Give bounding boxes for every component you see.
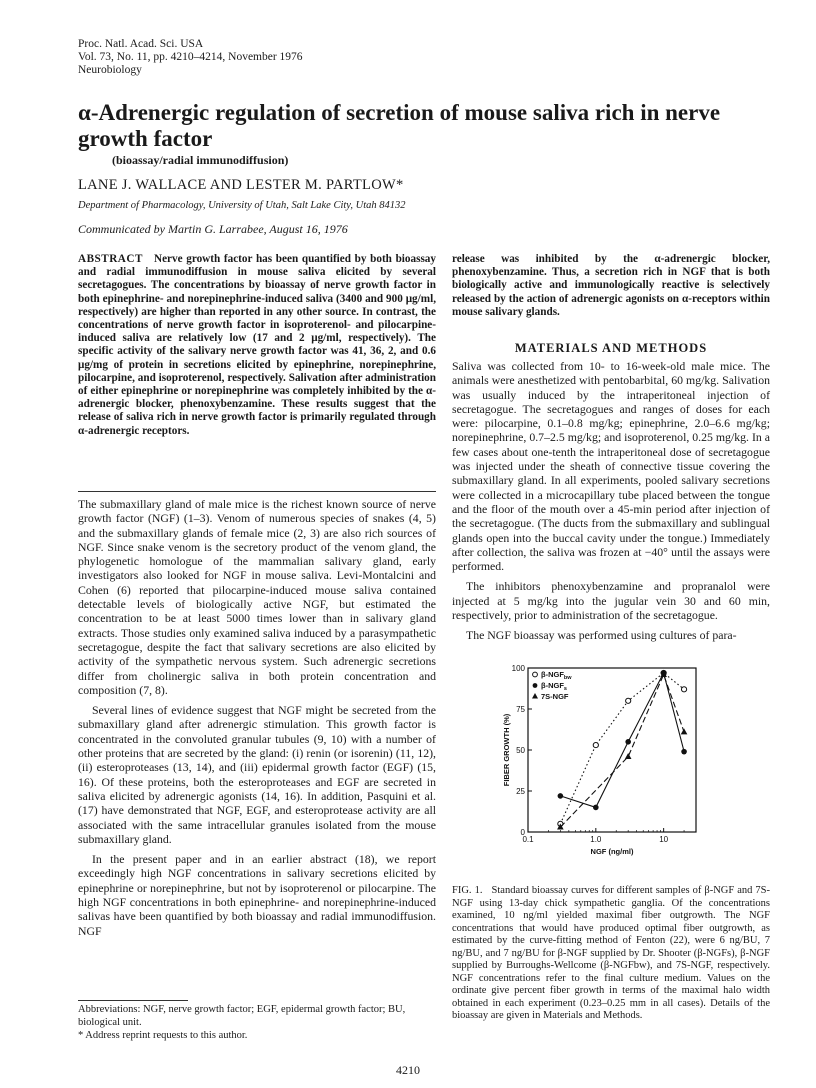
series-line--ngfbw (560, 673, 684, 824)
y-tick-label: 25 (516, 787, 525, 796)
methods-paragraph-1: Saliva was collected from 10- to 16-week-old male mice. The animals were anesthetized with pentobarbital, 60 mg/kg. Salivation was usually induced by the intraperitoneal injection of secretagogue. The secretagogues and ranges of doses for each were: pilocarpine, 0.1–0.8 mg/kg; epinephrine, 2.0–6.6 mg/kg; norepinephrine, 0.7–2.5 mg/kg; and isoproterenol, 0.25 mg/kg. In a few cases about one-tenth the intraperitoneal dose of secretagogue was injected under the sheath of connective tissue covering the submaxillary gland. In all experiments, pooled salivary secretions were collected in a microcapillary tube placed between the tongue and the floor of the mouth over a 45-min period after injection of the secretagogue. (The ducts from the submaxillary and sublingual glands open into the buccal cavity under the tongue.) Immediately after collection, the saliva was frozen at −40° until the assays were performed. (452, 359, 770, 574)
communicated-by: Communicated by Martin G. Larrabee, August 16, 1976 (78, 222, 348, 236)
y-tick-label: 0 (520, 828, 525, 837)
legend-label-text: 7S-NGF (541, 692, 569, 701)
y-tick-label: 75 (516, 705, 525, 714)
data-point-7s-ngf (625, 753, 632, 759)
introduction (78, 497, 436, 938)
footnote-abbreviations: Abbreviations: NGF, nerve growth factor; EGF, epidermal growth factor; BU, biological unit. (78, 1004, 406, 1028)
legend-marker--ngfbw (533, 672, 538, 677)
legend-label-subscript: bw (563, 675, 572, 681)
data-point--ngfs (558, 793, 564, 799)
keywords: (bioassay/radial immunodiffusion) (112, 153, 289, 167)
legend-label-text: β-NGF (541, 681, 564, 690)
journal-header (78, 38, 303, 77)
footnote-reprint: * Address reprint requests to this author. (78, 1030, 248, 1041)
data-point--ngfbw (681, 687, 686, 692)
article-title: α-Adrenergic regulation of secretion of mouse saliva rich in nerve growth factor (78, 100, 721, 151)
methods-paragraph-3: The NGF bioassay was performed using cultures of para- (466, 628, 737, 643)
series-line--ngfs (560, 673, 684, 808)
legend-marker-7s-ngf (532, 693, 538, 699)
section-heading-methods: MATERIALS AND METHODS (514, 341, 708, 355)
y-tick-label: 50 (516, 746, 525, 755)
series-line-7s-ngf (560, 675, 684, 828)
footnotes (78, 1004, 436, 1043)
legend-label-7s-ngf (541, 692, 569, 701)
y-axis-label: FIBER GROWTH (%) (502, 713, 511, 787)
legend-label-subscript: s (563, 686, 567, 692)
legend-label-text: β-NGF (541, 670, 564, 679)
y-tick-label: 100 (511, 664, 525, 673)
x-tick-label: 1.0 (590, 835, 602, 844)
data-point--ngfs (593, 805, 599, 811)
figure-1-caption (452, 885, 770, 1023)
intro-paragraph-2: Several lines of evidence suggest that NGF might be secreted from the submaxillary gland after adrenergic stimulation. This growth factor is concentrated in the convoluted granular tubules (9, 10) with a number of other proteins that are secreted by the gland: (i) renin (or isorenin) (11, 12), (ii) esteroproteases (13, 14), and (iii) epidermal growth factor (EGF) (15, 16). Of these proteins, both the esteroproteases and EGF are secreted in saliva elicited by adrenergic agonists (14, 16). In addition, Pasquini et al. (17) have demonstrated that NGF, EGF, and esteroprotease activity are all associated with the same intracellular granules isolated from the mouse submaxillary gland. (78, 703, 436, 846)
legend-label--ngfs (541, 681, 567, 692)
authors: LANE J. WALLACE AND LESTER M. PARTLOW* (78, 177, 404, 193)
intro-paragraph-3: In the present paper and in an earlier abstract (18), we report exceedingly high NGF concentrations in salivary secretions elicited by epinephrine or norepinephrine, but not by isoproterenol or pilocarpine. The high NGF concentrations in both epinephrine- and norepinephrine-induced salivas have been quantified by both bioassay and radial immunodiffusion. NGF (78, 852, 436, 938)
intro-paragraph-1: The submaxillary gland of male mice is the richest known source of nerve growth factor (NGF) (1–3). Venom of numerous species of snakes (4, 5) and the submaxillary glands of female mice (2, 3) are also rich sources of NGF. Since snake venom is the secretory product of the venom gland, the phylogenetic homologue of the mammalian salivary gland, early investigators also looked for NGF in mouse saliva. Levi-Montalcini and Cohen (6) reported that pilocarpine-induced mouse saliva contained detectable levels of biologically active NGF, but estimated the concentration to be at least 5000 times lower than in salivary gland extracts. Those studies only examined saliva induced by a parasympathetic secretagogue, despite the fact that salivary secretions are also elicited by activity of the sympathetic nervous system. Such adrenergic secretions differ from cholinergic saliva in both protein concentration and composition (7, 8). (78, 497, 436, 697)
x-tick-label: 0.1 (522, 835, 534, 844)
abstract-text: Nerve growth factor has been quantified by both bioassay and radial immunodiffusion in mouse saliva elicited by several secretagogues. The concentrations by bioassay of nerve growth factor in both epinephrine- and norepinephrine-induced saliva (3400 and 900 μg/ml, respectively) are higher than reported in any other source. In contrast, the concentrations of nerve growth factor in isoproterenol- and pilocarpine-induced saliva are relatively low (17 and 2 μg/ml, respectively). The specific activity of the salivary nerve growth factor was 41, 36, 2, and 0.6 μg/mg of protein in secretions elicited by epinephrine, norepinephrine, pilocarpine, and isoproterenol, respectively. Salivation after administration of either epinephrine or norepinephrine was completely inhibited by the α-adrenergic blocker, phenoxybenzamine. These results suggest that the release of saliva rich in nerve growth factor is primarily regulated through α-adrenergic receptors. (78, 253, 436, 437)
journal-name: Proc. Natl. Acad. Sci. USA (78, 38, 204, 50)
methods (452, 359, 770, 643)
footnote-divider (78, 1000, 188, 1001)
abstract-continuation-text: release was inhibited by the α-adrenergic blocker, phenoxybenzamine. Thus, a secretion rich in NGF that is both biologically active and immunologically reactive is selectively released by the action of adrenergic agonists on α-receptors within mouse salivary glands. (452, 253, 770, 318)
abstract (78, 253, 436, 438)
legend-marker--ngfs (533, 683, 538, 688)
caption-text: Standard bioassay curves for different samples of β-NGF and 7S-NGF using 13-day chick sympathetic ganglia. Of the concentrations examined, 10 ng/ml yielded maximal fiber outgrowth. The NGF concentrations that would have produced optimal fiber outgrowth, as estimated by the curve-fitting method of Fenton (22), were 6 ng/BU, 7 ng/BU, and 7 ng/BU for β-NGF supplied by Dr. Shooter (β-NGFs), β-NGF supplied by Burroughs-Wellcome (β-NGFbw), and 7S-NGF, respectively. NGF concentrations refer to the final culture medium. Values on the ordinate give percent fiber growth in terms of the maximal halo width obtained in each experiment (0.23–0.25 mm in all cases). Details of the bioassay are given in Materials and Methods. (452, 885, 770, 1021)
journal-volume: Vol. 73, No. 11, pp. 4210–4214, November 1976 (78, 51, 303, 63)
abstract-continuation (452, 253, 770, 319)
abstract-lead: ABSTRACT (78, 253, 143, 265)
figure-1-chart (500, 654, 720, 874)
legend-label--ngfbw (541, 670, 572, 681)
data-point--ngfs (681, 749, 687, 755)
journal-section: Neurobiology (78, 64, 142, 76)
data-point--ngfs (625, 739, 631, 745)
data-point--ngfbw (626, 698, 631, 703)
methods-paragraph-2: The inhibitors phenoxybenzamine and propranalol were injected at 5 mg/kg into the jugular vein 30 and 60 min, respectively, prior to administration of the secretagogue. (452, 579, 770, 623)
affiliation: Department of Pharmacology, University of Utah, Salt Lake City, Utah 84132 (78, 200, 406, 211)
x-axis-label: NGF (ng/ml) (590, 847, 634, 856)
abstract-divider (78, 491, 436, 492)
data-point--ngfbw (593, 742, 598, 747)
page-number: 4210 (396, 1063, 420, 1077)
caption-label: FIG. 1. (452, 885, 483, 896)
x-tick-label: 10 (659, 835, 669, 844)
data-point-7s-ngf (681, 728, 688, 734)
